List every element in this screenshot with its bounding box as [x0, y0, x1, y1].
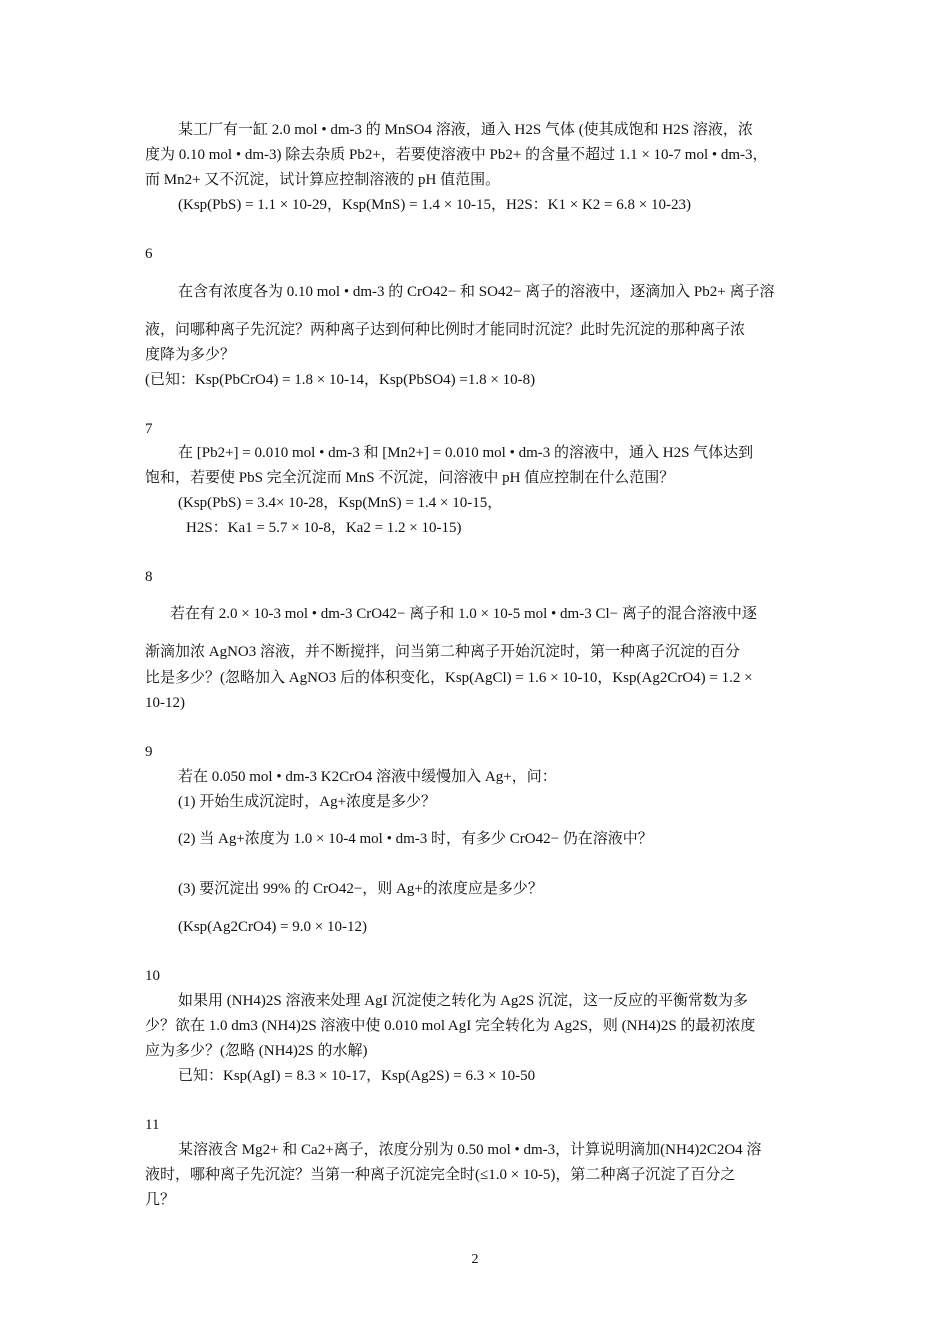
constants-line: (已知：Ksp(PbCrO4) = 1.8 × 10-14，Ksp(PbSO4) =1.8 × 10-8)	[145, 372, 536, 388]
problem-number: 6	[145, 246, 153, 262]
constants-line: H2S：Ka1 = 5.7 × 10-8，Ka2 = 1.2 × 10-15)	[186, 520, 462, 536]
text-line: 度降为多少？	[145, 347, 236, 363]
text-line: 若在有 2.0 × 10-3 mol • dm-3 CrO42− 离子和 1.0 × 10-5 mol • dm-3 Cl− 离子的混合溶液中逐	[170, 606, 757, 622]
problem-number: 11	[145, 1117, 160, 1133]
question-item: (1) 开始生成沉淀时，Ag+浓度是多少？	[178, 794, 437, 810]
question-item: (3) 要沉淀出 99% 的 CrO42−，则 Ag+的浓度应是多少？	[178, 881, 543, 897]
text-line: 某溶液含 Mg2+ 和 Ca2+离子，浓度分别为 0.50 mol • dm-3，计算说明滴加(NH4)2C2O4 溶	[178, 1142, 762, 1158]
text-line: 应为多少？(忽略 (NH4)2S 的水解)	[145, 1043, 368, 1059]
constants-line: (Ksp(Ag2CrO4) = 9.0 × 10-12)	[178, 919, 367, 935]
problem-number: 7	[145, 421, 153, 437]
text-line: 在 [Pb2+] = 0.010 mol • dm-3 和 [Mn2+] = 0.010 mol • dm-3 的溶液中，通入 H2S 气体达到	[178, 445, 754, 461]
text-line: 若在 0.050 mol • dm-3 K2CrO4 溶液中缓慢加入 Ag+，问：	[178, 769, 557, 785]
text-line: 液时，哪种离子先沉淀？当第一种离子沉淀完全时(≤1.0 × 10-5)，第二种离子沉淀了百分之	[145, 1167, 736, 1183]
text-line: 度为 0.10 mol • dm-3) 除去杂质 Pb2+，若要使溶液中 Pb2+ 的含量不超过 1.1 × 10-7 mol • dm-3，	[145, 147, 768, 163]
problem-number: 8	[145, 569, 153, 585]
question-item: (2) 当 Ag+浓度为 1.0 × 10-4 mol • dm-3 时，有多少 CrO42− 仍在溶液中？	[178, 831, 653, 847]
text-line: 在含有浓度各为 0.10 mol • dm-3 的 CrO42− 和 SO42− 离子的溶液中，逐滴加入 Pb2+ 离子溶	[178, 284, 775, 300]
text-line: 某工厂有一缸 2.0 mol • dm-3 的 MnSO4 溶液，通入 H2S 气体 (使其成饱和 H2S 溶液，浓	[178, 122, 753, 138]
page-number: 2	[471, 1252, 479, 1267]
constants-line: (Ksp(PbS) = 3.4× 10-28，Ksp(MnS) = 1.4 × 10-15，	[178, 495, 503, 511]
problem-number: 10	[145, 968, 160, 984]
constants-line: (Ksp(PbS) = 1.1 × 10-29，Ksp(MnS) = 1.4 × 10-15，H2S：K1 × K2 = 6.8 × 10-23)	[178, 197, 691, 213]
text-line: 液，问哪种离子先沉淀？两种离子达到何种比例时才能同时沉淀？此时先沉淀的那种离子浓	[145, 322, 746, 338]
problem-number: 9	[145, 744, 153, 760]
text-line: 如果用 (NH4)2S 溶液来处理 AgI 沉淀使之转化为 Ag2S 沉淀，这一反应的平衡常数为多	[178, 993, 749, 1009]
text-line: 饱和，若要使 PbS 完全沉淀而 MnS 不沉淀，问溶液中 pH 值应控制在什么范围？	[145, 470, 675, 486]
text-line: 渐滴加浓 AgNO3 溶液，并不断搅拌，问当第二种离子开始沉淀时，第一种离子沉淀的百分	[145, 644, 741, 660]
text-line: 10-12)	[145, 695, 185, 711]
text-line: 比是多少？(忽略加入 AgNO3 后的体积变化，Ksp(AgCl) = 1.6 × 10-10，Ksp(Ag2CrO4) = 1.2 ×	[145, 670, 753, 686]
text-line: 而 Mn2+ 又不沉淀，试计算应控制溶液的 pH 值范围。	[145, 172, 501, 188]
text-line: 少？欲在 1.0 dm3 (NH4)2S 溶液中使 0.010 mol AgI 完全转化为 Ag2S，则 (NH4)2S 的最初浓度	[145, 1018, 756, 1034]
text-line: 几？	[145, 1192, 176, 1208]
constants-line: 已知：Ksp(AgI) = 8.3 × 10-17，Ksp(Ag2S) = 6.3 × 10-50	[178, 1068, 536, 1084]
